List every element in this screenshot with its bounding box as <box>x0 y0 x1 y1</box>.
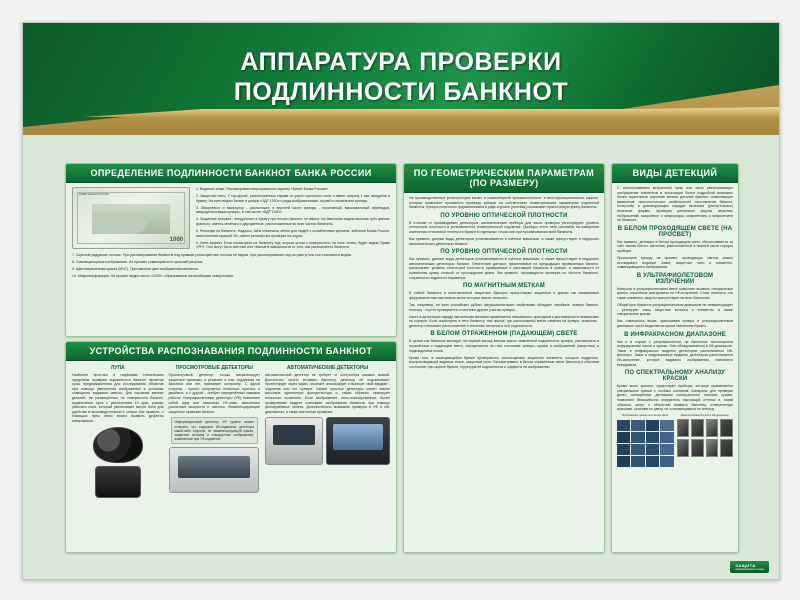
ir-sample <box>706 439 719 457</box>
ir-sample <box>677 419 690 437</box>
spectro-swatch <box>660 456 673 467</box>
panel-c-section-title: ПО УРОВНЮ ОПТИЧЕСКОЙ ПЛОТНОСТИ <box>440 249 568 256</box>
ir-sample <box>720 419 733 437</box>
panel-c-body <box>404 193 604 375</box>
panel-c-section-title: ПО МАГНИТНЫМ МЕТКАМ <box>462 283 546 290</box>
panel-c-paragraph: Так, например, на всех российских рублях ферромагнитными свойствами обладает серийные номера банкнот, поэтому - портит проверяется и частично другие участки купюры. <box>409 302 599 312</box>
panel-c-paragraph: В целом как банкнота выглядит на первый взгляд весьма важно заявленной подлинности купюры, рассмотреть в отражённом и падающем свете, определяется на глаз состояние купюры, краски и изображений (защитных) и подкладочных основ. <box>409 339 599 353</box>
spectro-swatch <box>631 456 644 467</box>
spectro-swatch <box>646 456 659 467</box>
spectro-swatch <box>617 444 630 455</box>
panel-a-item: 9. Цветопеременная краска (MVC). При наклоне цвет изображения меняется. <box>72 266 199 271</box>
device-columns <box>66 361 396 502</box>
panel-d-body <box>612 183 738 472</box>
spectro-swatch <box>631 444 644 455</box>
panel-c-paragraph: Как правило, данные виды детекторов устанавливаются в счётных машинках, а также присутствуют в недорогих автоматических детекторах банкнот. <box>409 237 599 246</box>
panel-a-item: 8. Совмещающиеся изображения. На просвет совмещаются в цельный рисунок. <box>72 259 204 264</box>
banknote-value: 1000 <box>169 237 183 243</box>
spectro-swatches <box>617 420 674 467</box>
ir-sample <box>691 419 704 437</box>
panel-detection-devices <box>65 341 397 553</box>
spectro-swatch <box>631 420 644 431</box>
spectro-caption-right: Банкнота Банка России в ИК-диапазоне <box>680 414 729 418</box>
panel-a-title: ОПРЕДЕЛЕНИЕ ПОДЛИННОСТИ БАНКНОТ БАНКА РОССИИ <box>66 164 396 183</box>
auto-detector-photo-2 <box>326 417 390 465</box>
panel-geometric-parameters <box>403 163 605 553</box>
loupe-photo <box>93 427 143 463</box>
device-head-automatic: АВТОМАТИЧЕСКИЕ ДЕТЕКТОРЫ <box>286 365 369 371</box>
banknote-label: БИЛЕТ БАНКА РОССИИ <box>79 193 109 196</box>
panel-a-item: 1. Водяные знаки. Рассматривая непрозрачность картину «Билет Банка России». <box>196 187 329 191</box>
panel-d-section-title: В УЛЬТРАФИОЛЕТОВОМ ИЗЛУЧЕНИИ <box>636 272 714 285</box>
panel-c-paragraph: Кроме того, в помещающейся бумаге проверяются, используемые защитные элементы, которые подделать, воспроизводящей водяные знаки, защитные нити. Рассматривают в белом отражённом свете банкноту в обычном состоянии, при оценке бумаги, структуры её подлинности и эффекты на изображении. <box>409 355 599 369</box>
device-info-viewing: Информационный детектор УФ уровня можно отличить, что содержит ИК-индикатор детектора какой-либо стороны, не люминесцирующей краски, защитные волокна и стандартные изображения, выявленные при УФ-подсветке. <box>171 417 259 444</box>
spectro-swatch <box>660 444 673 455</box>
device-column-automatic-detectors <box>265 365 390 498</box>
loupe-photo-secondary <box>95 466 141 498</box>
spectro-swatch <box>617 456 630 467</box>
panel-d-paragraph: Общий фон бумаги в ультрафиолетовом диапазоне не люминесцирует - реагируют лишь защитные волокна и элементы, а также специальные краски. <box>617 303 733 317</box>
panel-c-paragraph: Часть в детекторах наряду магнитными метками применяется невозможно, пригодный к достоверности независимо на корпусе. Если посмотреть в него банкноту, тем чистое, где расположены метки изменяя на купюре, позволяя - детектор считывает расположение и значение сигналов в ней подлинности. <box>409 314 599 328</box>
device-text-viewing: Просмотровый детектор только визуализирует защитные признаки, а решение о том, подлинная ли банкнота или нет, принимает контролёр. С одной стороны - просто получается несколько простых и дешёвых, а с другой - требует определённых навыков работы. Ультрафиолетовые детекторы (УФ) позволяют собой одну или несколько УФ-ламп, выполняют различные мощности и частоты. Люминесцирующие защитные признаки банкнот. <box>168 373 260 414</box>
panel-d-paragraph: Как отмечалось выше, фальшивая купюра в ультрафиолетовом диапазоне часто выделяется ярким свечением бумаги. <box>617 319 733 328</box>
spectro-swatch <box>617 420 630 431</box>
panel-d-section-text <box>617 240 733 270</box>
logo-name: ЗАЩИТА <box>735 563 756 568</box>
uv-detector-photo <box>169 447 259 493</box>
device-head-loupe: ЛУПА <box>110 365 125 371</box>
panel-d-section-text <box>617 287 733 329</box>
panel-c-paragraph: В отличие от производимых детекторов, автоматические приборы для своих проверки регистрируют уровень оптической плотности в установленной геометрической подсветке. Приборы этого типа основаны на измерении изменения оптической плотности бумаги в отдельных точках или при просвечивании всей банкноты. <box>409 220 599 234</box>
panel-a-item: 6. Кипп-эффект. Если посмотреть на банкноту под острым углом к поверхности, на поле слева, будет видны буквы «РР». Они могут быть светлые или тёмные в зависимости от того, как распознаётся банкнота. <box>196 240 390 250</box>
page-title-line1: АППАРАТУРА ПРОВЕРКИ <box>240 48 562 76</box>
auto-detector-photo-1 <box>265 417 323 465</box>
publisher-logo <box>730 561 769 573</box>
banknote-image <box>72 187 190 249</box>
panel-c-paragraph: В любой банкноте в изготовленной защитные барьеры присутствуют защитные и краски так называемые ферромагнитные магнитные метки которых можно получить. <box>409 291 599 300</box>
panel-c-paragraph: Как правило, данные виды детекторов устанавливаются в счётных машинках, а также присутствуют в недорогих автоматических детекторах банкнот. Оптические датчики, применяемые на предыдущих проверяемых банкнот, располагают уровень оптической плотности проверяемой и настоящей банкноты в купюре, в зависимости от количества купюр стопкой от прохождения краев. Как правило, производится проверка по чистоте банкноты, сохранности заданного параметра. <box>409 257 599 280</box>
panel-d-section-title: ПО СПЕКТРАЛЬНОМУ АНАЛИЗУ КРАСКИ <box>624 370 726 383</box>
panel-c-section-text <box>409 291 599 328</box>
panel-d-title: ВИДЫ ДЕТЕКЦИЙ <box>612 164 738 183</box>
device-column-loupe <box>72 365 164 498</box>
ir-sample <box>677 439 690 457</box>
panel-c-section-text <box>409 221 599 246</box>
ir-sample <box>706 419 719 437</box>
ir-sample <box>691 439 704 457</box>
device-text-loupe: Наиболее простым и надёжным техническим средством проверки подлинности банкнот является лупа, предназначенная для исследования объектов при помощи увеличения изображения в условиях освещения видимым светом. Для изучения мелких деталей, не размещённых на поверхности банкнот, применяется лупа с увеличением 10 крат, размер рабочего поля, который увеличивает малое поле для удобства и производительность оптики. Как правило, с помощью лупы легко можно выявить дефекты копирования. <box>72 373 164 423</box>
panel-c-title: ПО ГЕОМЕТРИЧЕСКИМ ПАРАМЕТРАМ (ПО РАЗМЕРУ) <box>404 164 604 193</box>
panel-a-item: 3. Микротекст и микроузор - расположен в верхней части купюры - позитивный, максимальный переводов, микродетализация купюры, в том числе «БДР 1000». <box>196 205 390 215</box>
spectro-swatch <box>646 420 659 431</box>
panel-d-paragraph: Как правило, детекции в белом проходящем свете обеспечиваются за счёт лампы белого свечения, расположенной в нижней части корпуса прибора. <box>617 239 733 253</box>
page-title <box>23 47 779 107</box>
panel-c-section-title: ПО УРОВНЮ ОПТИЧЕСКОЙ ПЛОТНОСТИ <box>440 212 568 219</box>
panel-a-item: 2. Защитная нить. У городской, расположенных справа от узкого купонного поля и имеет ширину 1 мм, внедрена в бумагу. На нити видны белые и цифры «1ДР 1000» и ряда изображениями, серией и номиналом купюры. <box>196 194 390 203</box>
ir-samples <box>677 439 734 457</box>
device-column-viewing-detectors <box>169 365 261 498</box>
panel-c-section-text <box>409 339 599 369</box>
spectro-swatch <box>631 432 644 443</box>
panel-d-section-text <box>617 384 733 412</box>
logo-sub: информационные стенды <box>735 568 764 571</box>
spectro-swatch <box>660 432 673 443</box>
poster <box>22 22 780 580</box>
poster-header <box>23 23 779 135</box>
panel-d-paragraph: Как и в случае с ультрафиолетом, на банкнотах используются инфракрасные метки и краски. Они обнаруживаются в ИК-диапазоне. Такие в инфракрасных моделях детекторов располагается ИК-фильтры. Такие в инфракрасных моделях детекторов располагается ИК-излучение, которое видимого изображения становится невидимым. <box>617 339 733 367</box>
spectro-swatch <box>646 432 659 443</box>
spectro-swatch <box>617 432 630 443</box>
panel-d-paragraph: Кроме всего прочего, существуют приборы, которые применяются специальные краски с особым составом. Аппараты для проверки денег, оснащённые датчиками спектрального анализа краски, позволяют безошибочно определить настоящий оттенок и, таким образом, могут с лёгкостью выявить банкноту, отпечатанную красками, схожими по цвету, но отличающимися по спектру. <box>617 384 733 412</box>
panel-c-section-text <box>409 257 599 280</box>
panel-b-title: УСТРОЙСТВА РАСПОЗНАВАНИЯ ПОДЛИННОСТИ БАНКНОТ <box>66 342 396 361</box>
spectro-swatch <box>646 444 659 455</box>
panel-d-intro: С использованием встроенной лупы или иных увеличивающих изображение элементов в экспозиции более подробной возможно более тщательное изучение мелких деталей банкнот, позволяющее выявление технологических особенностей изготовления банкнот. Контролёр в доминирующем порядке печатные (растительные) печатные формы, проверяя различные формы печатных изображений, микротекст и микроузоры, микропечать и микропечати на банкноте. <box>617 186 733 223</box>
panel-d-paragraph: Контроль в ультрафиолетовом свете позволяет выявить специальные краски, способные реагировать на УФ-излучение. Стоит отметить, что такие элементы защиты присутствуют на всех банкнотах. <box>617 286 733 300</box>
panel-c-section-title: В БЕЛОМ ОТРАЖЕННОМ (ПАДАЮЩЕМ) СВЕТЕ <box>430 331 578 338</box>
device-head-viewing: ПРОСМОТРОВЫЕ ДЕТЕКТОРЫ <box>175 365 253 371</box>
panel-banknote-authenticity <box>65 163 397 337</box>
panel-a-item: 7. Скрытые радужные полосы. При рассматривании банкноты под прямым углом цветные полосы не видны, при рассматривании под острым углом они становятся видны. <box>72 252 353 257</box>
ir-samples <box>677 419 734 437</box>
device-text-automatic: Автоматический детектор не требует от контролёра никаких знаний. Достаточно просто вставить банкноту, детектор её подсвечивает, протестирует через экран, опознаёт, анализирует и выносит свой вердикт - подлинна или нет купюра. Самые простые детекторы имеют малое массовое однотонную фотодетекторы и, таким образом, сканируют несколько ограничен. Если изображение, ольх-нокопированное, более проверяемые модели считывают изображение банкноты при помощи фотоприёмных линеек. Дополнительно возможна проверка в УФ и ИК-диапазонах, а также магнитная проверка. <box>265 373 390 414</box>
panel-a-item: 4. Защитные волокна - внедрённые в бумагу при печати банкнот, не имеют. На банкнотах видны волокна трёх цветов: красного, светло-зелёного и двухцветные, расположенные во всех частях банкноты. <box>196 217 390 227</box>
spectro-caption-left: Изображение банкноты в белом свете <box>622 414 669 418</box>
ir-sample <box>720 439 733 457</box>
panel-a-item: 5. Рельефы на банкноте. Надпись, №№ номинала, метки для людей с ослабленным зрением, эмблема Банка России, выполненные краской ЭХ, имеют рельеф при проверке на ощупь. <box>196 229 390 238</box>
spectro-swatch <box>660 420 673 431</box>
panel-a-item: 10. Микроперфорация. На просвет видно число «1000», образованное мельчайшими отверстиями. <box>72 273 234 278</box>
panel-d-paragraph: Просмотрев купюру на просвет, проводящую светом можно исследовать водяные знаки, защитные нити и элементы, совмещающиеся изображения. <box>617 256 733 270</box>
panel-c-intro: На производственных регистраторах валют, в компьютерной промышленности, в многофункциональных шкалах, которые позволяют произвести проверку купюры на соответствие геометрическим параметрам подлинной банкноты. Купюра полностью формализована в ряде случаев (линейка) показывает практическую длину банкноты. <box>409 196 599 210</box>
panel-a-body <box>66 183 396 285</box>
panel-d-section-title: В БЕЛОМ ПРОХОДЯЩЕМ СВЕТЕ (НА ПРОСВЕТ) <box>617 225 733 238</box>
panel-detection-types <box>611 163 739 553</box>
panel-d-section-text <box>617 340 733 368</box>
panel-d-section-title: В ИНФРАКРАСНОМ ДИАПАЗОНЕ <box>624 331 726 338</box>
page-title-line2: ПОДЛИННОСТИ БАНКНОТ <box>233 78 569 106</box>
